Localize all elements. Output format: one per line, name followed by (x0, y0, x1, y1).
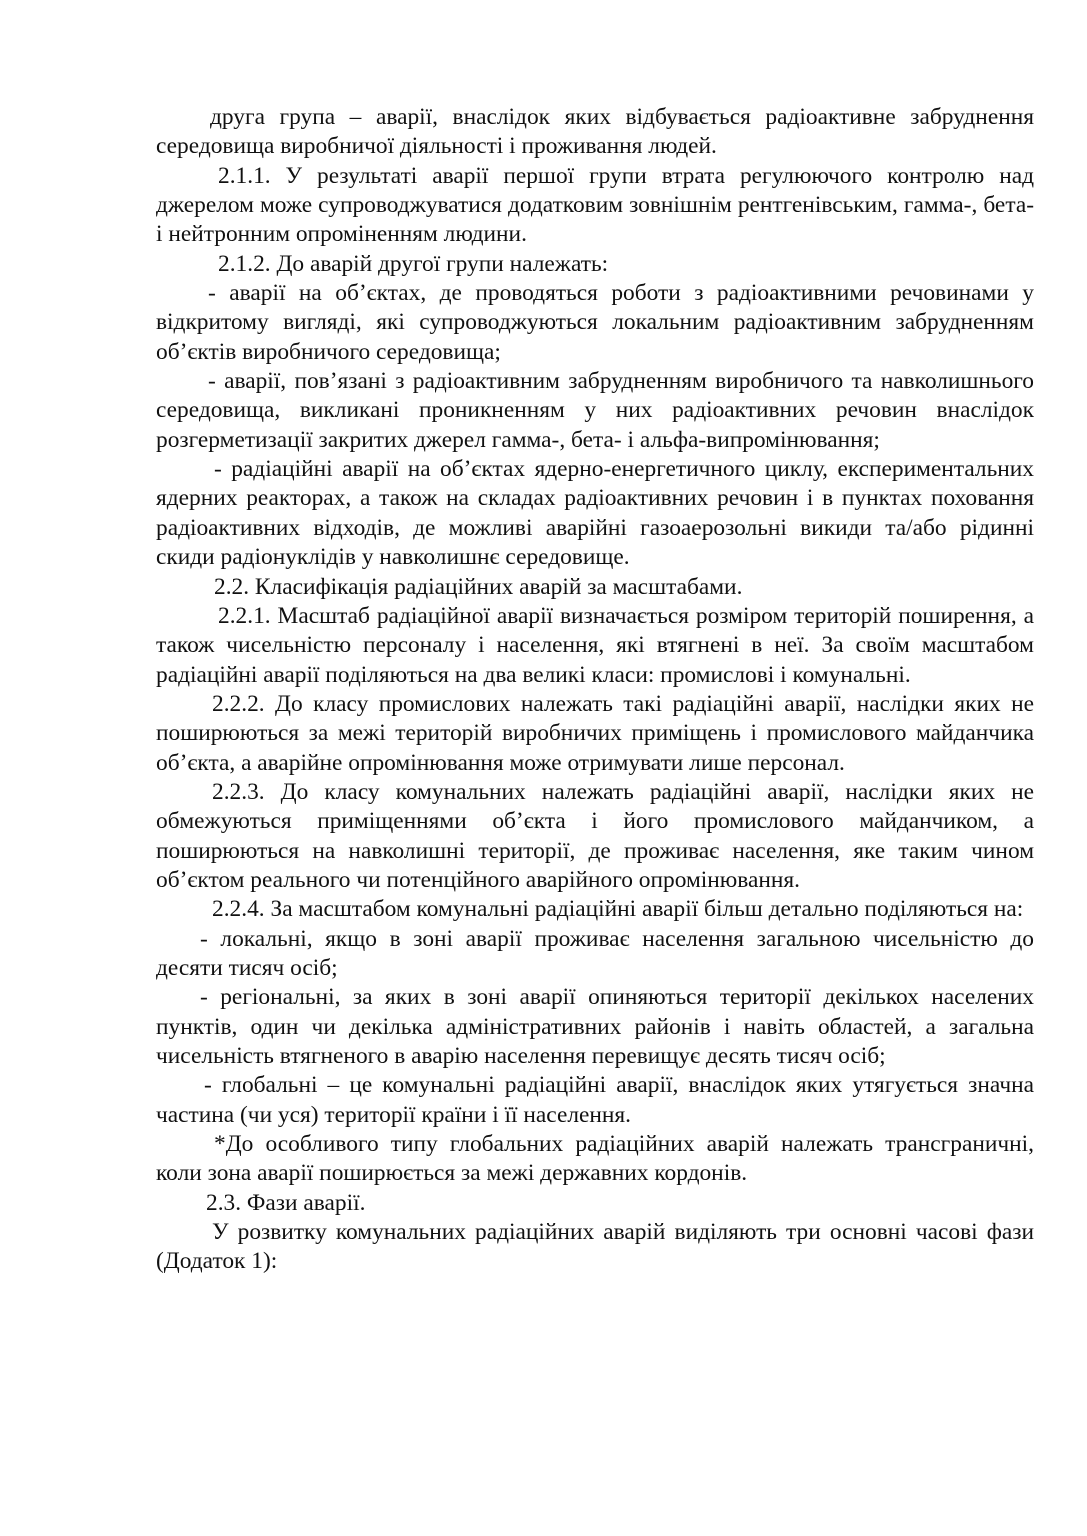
paragraph-2-2-3: 2.2.3. До класу комунальних належать радіаційні аварії, наслідки яких не обмежуються приміщеннями об’єкта і його промислового майданчиком, а поширюються на навколишні території, де проживає населення, яке таким чином об’єктом реального чи потенційного аварійного опромінювання. (156, 778, 1034, 893)
paragraph-2-2-1: 2.2.1. Масштаб радіаційної аварії визначається розміром територій поширення, а також чисельністю персоналу і населення, які втягнені в неї. За своїм масштабом радіаційні аварії поділяються на два великі класи: промислові і комунальні. (156, 602, 1034, 688)
paragraph-second-group: друга група – аварії, внаслідок яких відбувається радіоактивне забруднення середовища виробничої діяльності і проживання людей. (156, 104, 1034, 160)
list-item-open-sources: - аварії на об’єктах, де проводяться роботи з радіоактивними речовинами у відкритому вигляді, які супроводжуються локальним радіоактивним забрудненням об’єктів виробничого середовища; (156, 280, 1034, 365)
document-page (156, 103, 1034, 1277)
list-item-regional: - регіональні, за яких в зоні аварії опиняються території декількох населених пунктів, один чи декілька адміністративних районів і навіть областей, а загальна чисельність втягненого в аварію населення перевищує десять тисяч осіб; (156, 984, 1034, 1069)
list-item-sealed-sources: - аварії, пов’язані з радіоактивним забрудненням виробничого та навколишнього середовища, викликані проникненням у них радіоактивних речовин внаслідок розгерметизації закритих джерел гамма-, бета- і альфа-випромінювання; (156, 368, 1034, 453)
list-item-global: - глобальні – це комунальні радіаційні аварії, внаслідок яких утягується значна частина (чи уся) території країни і її населення. (156, 1072, 1034, 1128)
paragraph-phases-intro: У розвитку комунальних радіаційних аварій виділяють три основні часові фази (Додаток 1): (156, 1219, 1034, 1275)
list-item-nuclear-facilities: - радіаційні аварії на об’єктах ядерно-енергетичного циклу, експериментальних ядерних реакторах, а також на складах радіоактивних речовин і в пунктах поховання радіоактивних відходів, де можливі аварійні газоаерозольні викиди та/або рідинні скиди радіонуклідів у навколишнє середовище. (156, 456, 1034, 571)
paragraph-transboundary-note: *До особливого типу глобальних радіаційних аварій належать трансграничні, коли зона аварії поширюється за межі державних кордонів. (156, 1131, 1034, 1187)
paragraph-2-1-2: 2.1.2. До аварій другої групи належать: (218, 250, 609, 277)
paragraph-2-1-1: 2.1.1. У результаті аварії першої групи втрата регулюючого контролю над джерелом може супроводжуватися додатковим зовнішнім рентгенівським, гамма-, бета- і нейтронним опроміненням людини. (156, 162, 1034, 248)
paragraph-2-2-2: 2.2.2. До класу промислових належать такі радіаційні аварії, наслідки яких не поширюються за межі територій виробничих приміщень і промислового майданчика об’єкта, а аварійне опромінювання може отримувати лише персонал. (156, 690, 1034, 776)
paragraph-2-3-heading: 2.3. Фази аварії. (206, 1189, 366, 1216)
list-item-local: - локальні, якщо в зоні аварії проживає населення загальною чисельністю до десяти тисяч осіб; (156, 925, 1034, 981)
paragraph-2-2-4: 2.2.4. За масштабом комунальні радіаційні аварії більш детально поділяються на: (212, 896, 1024, 923)
paragraph-2-2-heading: 2.2. Класифікація радіаційних аварій за масштабами. (214, 573, 743, 600)
